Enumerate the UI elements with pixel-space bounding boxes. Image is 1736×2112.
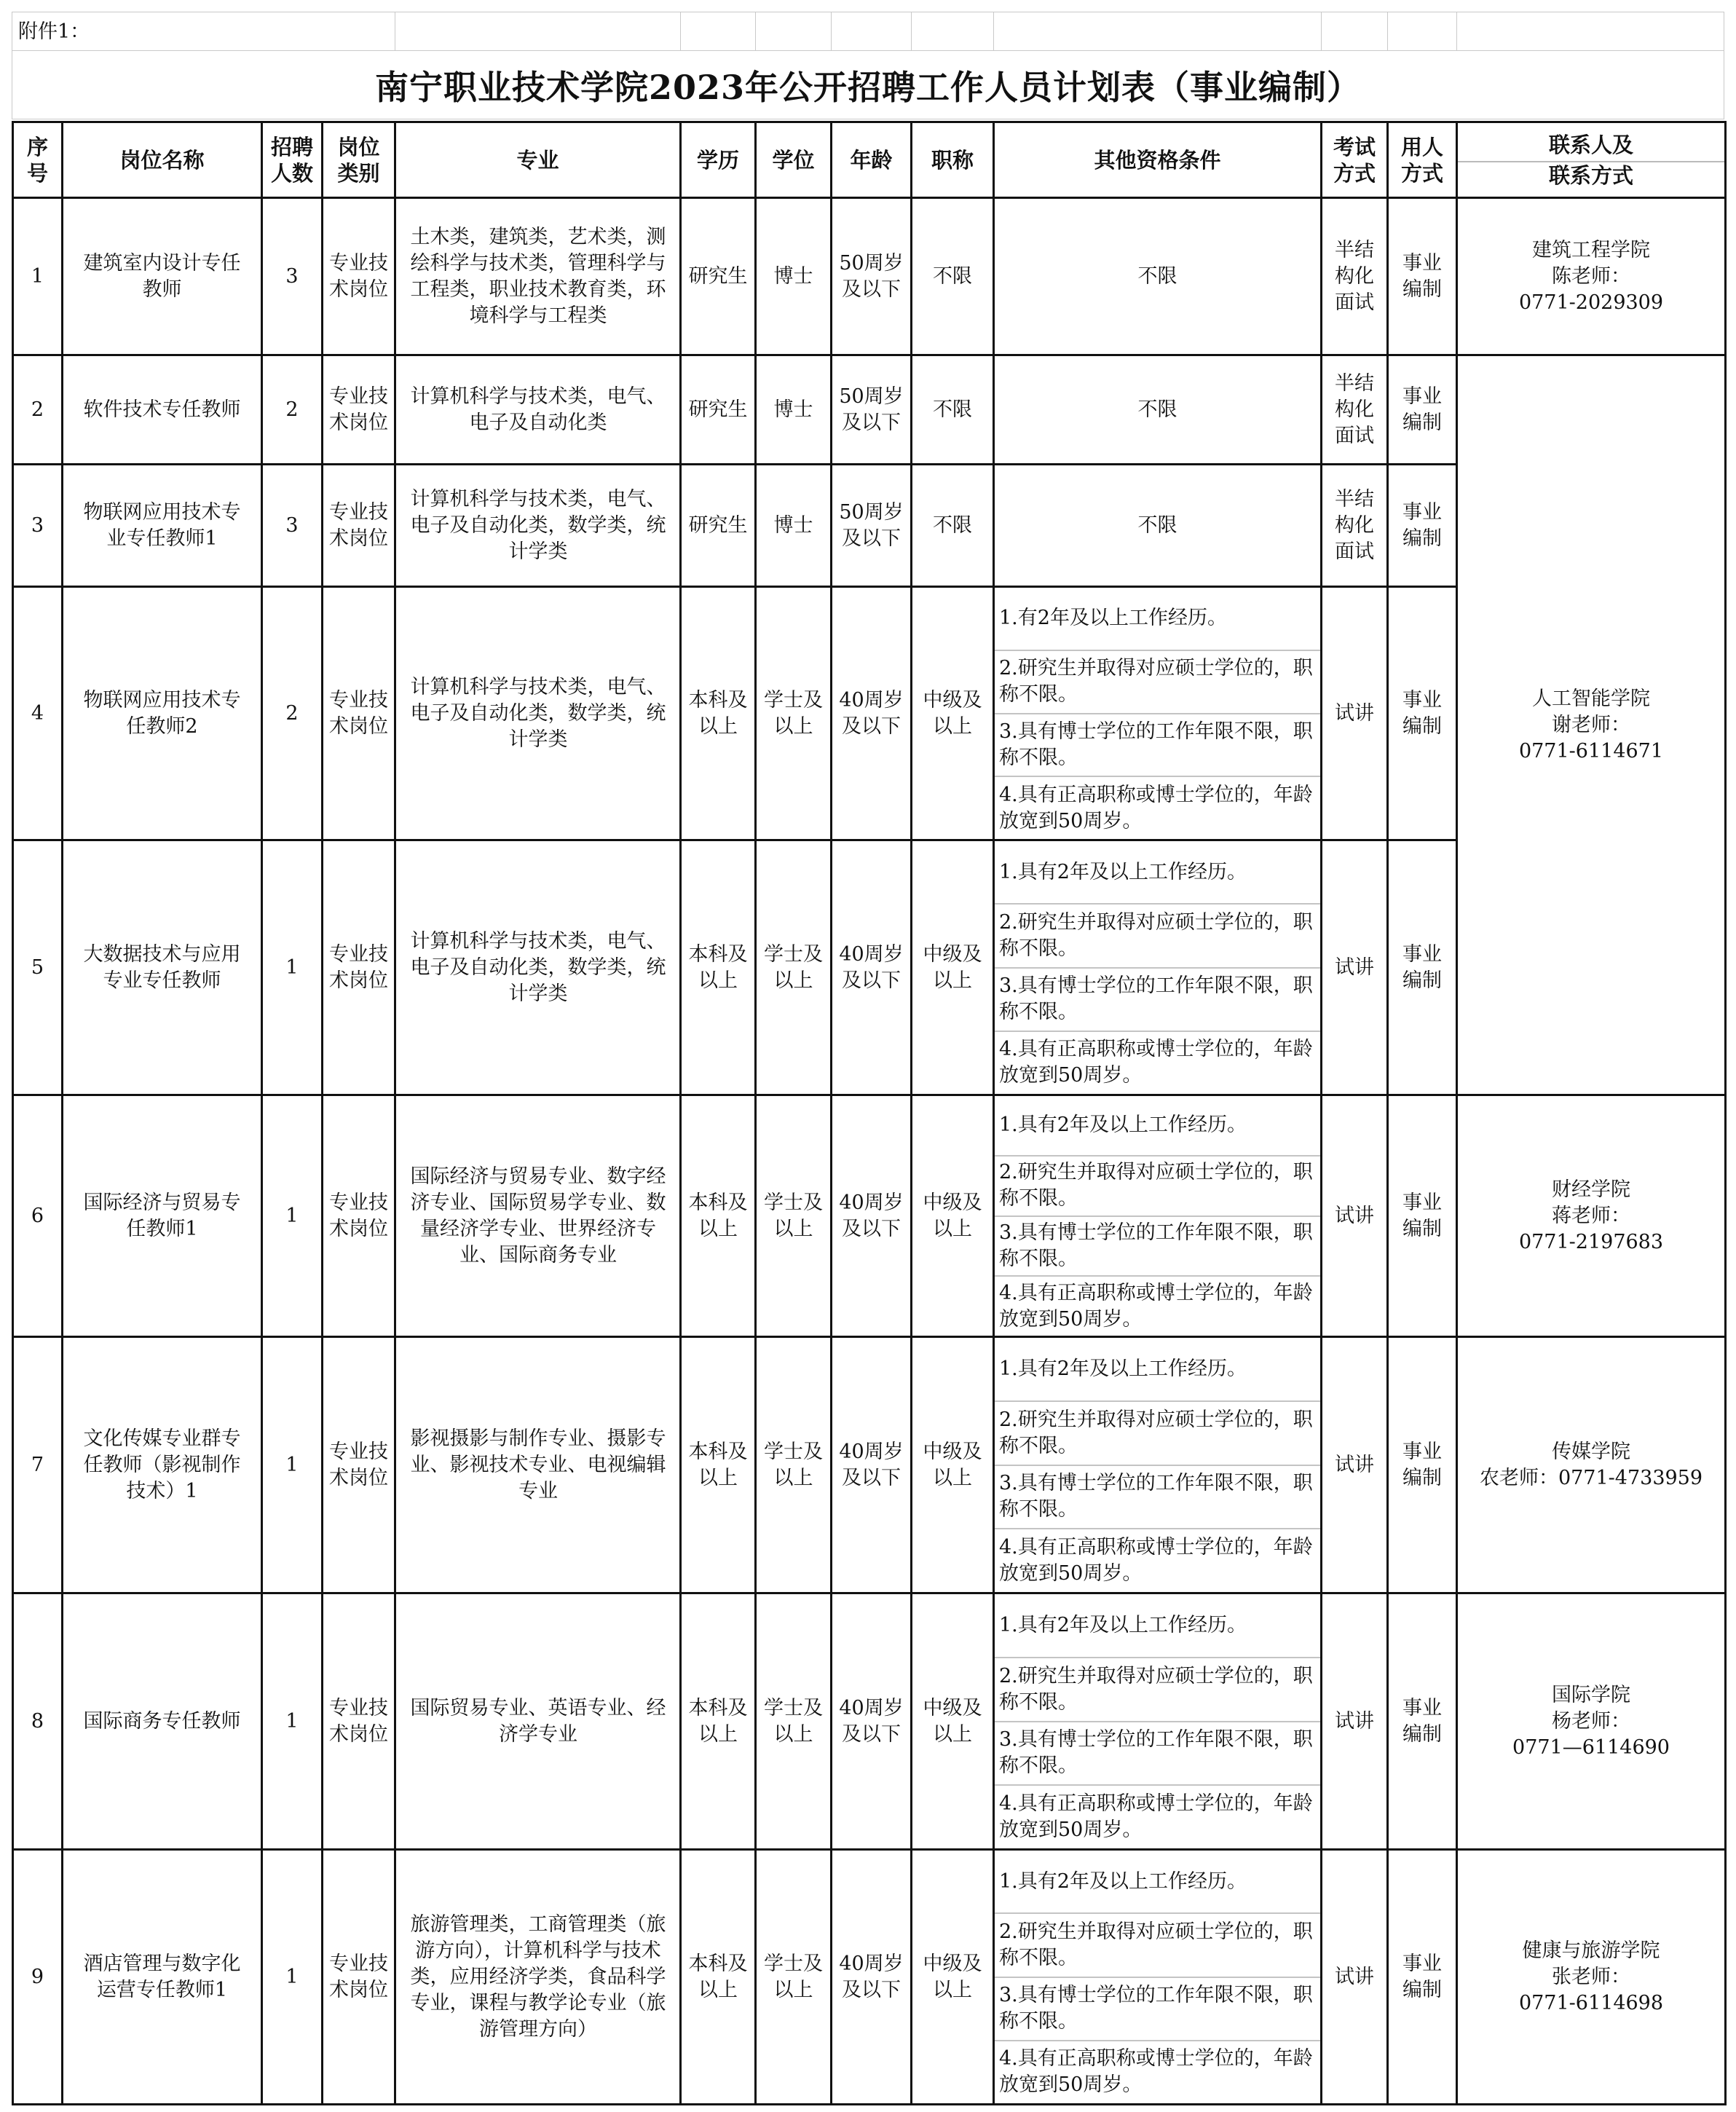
cell-major: [395, 840, 681, 1095]
cell-exam-text: 试讲: [1335, 1709, 1374, 1733]
cell-major-text: 计算机科学与技术类，电气、电子及自动化类: [410, 385, 666, 434]
cell-exam: [1322, 587, 1388, 840]
cell-no: [13, 1850, 63, 2105]
contact-phone: 0771-2029309: [1518, 291, 1664, 314]
cell-age-text: 40周岁及以下: [839, 1952, 904, 2001]
cell-degree-text: 学士及以上: [764, 1952, 823, 2001]
contact-phone: 0771-6114698: [1518, 1991, 1664, 2014]
cell-post-text: 文化传媒专业群专任教师（影视制作技术）1: [83, 1427, 241, 1502]
cell-exam: [1322, 355, 1388, 465]
cell-contact: [1457, 355, 1726, 1095]
cell-education: [681, 1337, 756, 1593]
cell-type-text: 专业技术岗位: [329, 688, 388, 738]
cell-title-rank: [912, 1337, 994, 1593]
header-employ: 用人方式: [1388, 122, 1457, 198]
header-title-rank: 职称: [912, 122, 994, 198]
cell-title-rank: [912, 355, 994, 465]
cell-education-text: 本科及以上: [688, 942, 748, 992]
cell-no: [13, 355, 63, 465]
contact-person: 张老师：: [1552, 1965, 1630, 1988]
condition-item: 1.有2年及以上工作经历。: [995, 588, 1320, 651]
cell-degree-text: 博士: [773, 398, 813, 421]
cell-exam: [1322, 1593, 1388, 1850]
cell-conditions: [994, 1593, 1322, 1850]
cell-employ: [1388, 840, 1457, 1095]
header-education: 学历: [681, 122, 756, 198]
cell-employ: [1388, 355, 1457, 465]
cell-no-text: 7: [31, 1453, 44, 1476]
condition-item: 3.具有博士学位的工作年限不限，职称不限。: [995, 1722, 1320, 1786]
cell-title-rank: [912, 1095, 994, 1337]
cell-exam: [1322, 840, 1388, 1095]
cell-title-rank-text: 中级及以上: [923, 688, 982, 738]
header-degree: 学位: [756, 122, 832, 198]
cell-education: [681, 1095, 756, 1337]
cell-age-text: 40周岁及以下: [839, 1440, 904, 1489]
cell-count-text: 1: [285, 1453, 299, 1476]
cell-type-text: 专业技术岗位: [329, 385, 388, 434]
contact-dept: 国际学院: [1552, 1683, 1630, 1706]
cell-major-text: 国际经济与贸易专业、数字经济专业、国际贸易学专业、数量经济学专业、世界经济专业、国际商务专业: [410, 1165, 666, 1266]
header-contact-line2: 联系方式: [1548, 162, 1633, 188]
header-conditions: 其他资格条件: [994, 122, 1322, 198]
cell-post-text: 建筑室内设计专任教师: [83, 251, 241, 301]
cell-major-text: 国际贸易专业、英语专业、经济学专业: [410, 1696, 666, 1746]
cell-count-text: 1: [285, 955, 299, 979]
condition-item: 2.研究生并取得对应硕士学位的，职称不限。: [995, 1914, 1320, 1977]
header-count: 招聘人数: [262, 122, 323, 198]
cell-type-text: 专业技术岗位: [329, 1952, 388, 2001]
cell-conditions: [994, 1337, 1322, 1593]
table-row: [13, 355, 1726, 465]
cell-education-text: 本科及以上: [688, 1191, 748, 1240]
condition-item: 4.具有正高职称或博士学位的，年龄放宽到50周岁。: [999, 1536, 1313, 1585]
cell-employ-text: 事业编制: [1402, 942, 1442, 992]
page-title: 南宁职业技术学院2023年公开招聘工作人员计划表（事业编制）: [374, 67, 1362, 107]
cell-post-text: 物联网应用技术专业专任教师1: [83, 500, 241, 550]
table-row: [13, 1337, 1726, 1593]
cell-age: [832, 355, 912, 465]
cell-contact: [1457, 1095, 1726, 1337]
condition-item: 1.具有2年及以上工作经历。: [995, 841, 1320, 905]
cell-count: [262, 1337, 323, 1593]
cell-exam: [1322, 465, 1388, 587]
cell-contact: [1457, 1593, 1726, 1850]
cell-no-text: 8: [31, 1709, 44, 1733]
cell-degree-text: 学士及以上: [764, 942, 823, 992]
cell-count-text: 3: [285, 513, 299, 537]
cell-degree: [756, 1095, 832, 1337]
cell-degree: [756, 1337, 832, 1593]
condition-item: 3.具有博士学位的工作年限不限，职称不限。: [995, 1466, 1320, 1530]
cell-title-rank-text: 中级及以上: [923, 942, 982, 992]
cell-major: [395, 355, 681, 465]
cell-conditions: [994, 1095, 1322, 1337]
cell-education-text: 本科及以上: [688, 1440, 748, 1489]
condition-item: 4.具有正高职称或博士学位的，年龄放宽到50周岁。: [999, 2047, 1313, 2097]
cell-major: [395, 198, 681, 355]
cell-employ: [1388, 198, 1457, 355]
cell-education: [681, 198, 756, 355]
cell-no-text: 4: [31, 701, 44, 725]
cell-conditions: [994, 355, 1322, 465]
header-post: 岗位名称: [63, 122, 262, 198]
cell-age-text: 40周岁及以下: [839, 1696, 904, 1746]
header-major: 专业: [395, 122, 681, 198]
header-age: 年龄: [832, 122, 912, 198]
cell-employ: [1388, 1593, 1457, 1850]
cell-education-text: 本科及以上: [688, 1696, 748, 1746]
condition-item: 1.具有2年及以上工作经历。: [995, 1096, 1320, 1157]
cell-exam-text: 半结构化面试: [1335, 487, 1374, 563]
cell-title-rank-text: 不限: [933, 264, 972, 288]
cell-count: [262, 1593, 323, 1850]
header-type: 岗位类别: [323, 122, 395, 198]
cell-count: [262, 587, 323, 840]
cell-title-rank-text: 不限: [933, 398, 972, 421]
cell-post-text: 大数据技术与应用专业专任教师: [83, 942, 241, 992]
condition-item: 3.具有博士学位的工作年限不限，职称不限。: [995, 1217, 1320, 1277]
cell-major-text: 计算机科学与技术类，电气、电子及自动化类，数学类，统计学类: [410, 487, 666, 563]
cell-major-text: 影视摄影与制作专业、摄影专业、影视技术专业、电视编辑专业: [410, 1427, 666, 1502]
cell-contact: [1457, 1337, 1726, 1593]
contact-phone: 0771—6114690: [1512, 1735, 1670, 1759]
header-contact: [1457, 122, 1726, 198]
cell-exam-text: 试讲: [1335, 1453, 1374, 1476]
cell-count: [262, 465, 323, 587]
condition-item: 4.具有正高职称或博士学位的，年龄放宽到50周岁。: [999, 783, 1313, 832]
cell-degree-text: 学士及以上: [764, 1191, 823, 1240]
condition-item: 4.具有正高职称或博士学位的，年龄放宽到50周岁。: [999, 1792, 1313, 1842]
cell-degree: [756, 355, 832, 465]
cell-age: [832, 198, 912, 355]
cell-count-text: 1: [285, 1204, 299, 1227]
cell-type-text: 专业技术岗位: [329, 1440, 388, 1489]
cell-post: [63, 587, 262, 840]
cell-type-text: 专业技术岗位: [329, 500, 388, 550]
cell-title-rank-text: 中级及以上: [923, 1440, 982, 1489]
cell-title-rank: [912, 1593, 994, 1850]
contact-dept: 人工智能学院: [1532, 687, 1650, 710]
cell-age-text: 40周岁及以下: [839, 942, 904, 992]
cell-post: [63, 355, 262, 465]
recruitment-table: [12, 121, 1727, 2105]
table-row: [13, 1095, 1726, 1337]
contact-dept: 传媒学院: [1552, 1440, 1630, 1463]
cell-education: [681, 840, 756, 1095]
cell-degree: [756, 1850, 832, 2105]
cell-degree: [756, 198, 832, 355]
annex-label: 附件1：: [18, 20, 90, 43]
cell-exam-text: 试讲: [1335, 955, 1374, 979]
cell-no: [13, 840, 63, 1095]
annex-row: [12, 12, 1724, 51]
cell-major-text: 旅游管理类，工商管理类（旅游方向），计算机科学与技术类，应用经济学类，食品科学专业，课程与教学论专业（旅游管理方向）: [410, 1912, 666, 2041]
cell-title-rank: [912, 465, 994, 587]
cell-age: [832, 1095, 912, 1337]
condition-item: 4.具有正高职称或博士学位的，年龄放宽到50周岁。: [999, 1038, 1313, 1087]
condition-item: 2.研究生并取得对应硕士学位的，职称不限。: [995, 905, 1320, 968]
cell-degree-text: 学士及以上: [764, 1696, 823, 1746]
cell-education-text: 本科及以上: [688, 1952, 748, 2001]
cell-no-text: 6: [31, 1204, 44, 1227]
cell-no-text: 3: [31, 513, 44, 537]
cell-post-text: 物联网应用技术专任教师2: [83, 688, 241, 738]
cell-count: [262, 1850, 323, 2105]
cell-type: [323, 1593, 395, 1850]
condition-item: 3.具有博士学位的工作年限不限，职称不限。: [995, 969, 1320, 1032]
cell-employ-text: 事业编制: [1402, 1440, 1442, 1489]
table-row: [13, 198, 1726, 355]
cell-employ-text: 事业编制: [1402, 1191, 1442, 1240]
cell-employ-text: 事业编制: [1402, 1696, 1442, 1746]
cell-conditions: [994, 1850, 1322, 2105]
cell-post: [63, 198, 262, 355]
cell-major-text: 计算机科学与技术类，电气、电子及自动化类，数学类，统计学类: [410, 675, 666, 751]
condition-item: 3.具有博士学位的工作年限不限，职称不限。: [995, 714, 1320, 778]
condition-item: 1.具有2年及以上工作经历。: [995, 1594, 1320, 1658]
header-no: 序号: [13, 122, 63, 198]
cell-degree-text: 博士: [773, 264, 813, 288]
cell-type: [323, 465, 395, 587]
condition-item: 4.具有正高职称或博士学位的，年龄放宽到50周岁。: [999, 1281, 1313, 1331]
cell-age-text: 50周岁及以下: [839, 500, 904, 550]
cell-major: [395, 1593, 681, 1850]
cell-no: [13, 587, 63, 840]
contact-phone: 0771-2197683: [1518, 1230, 1664, 1253]
cell-count: [262, 1095, 323, 1337]
cell-major: [395, 1095, 681, 1337]
contact-person: 谢老师：: [1552, 713, 1630, 736]
cell-type: [323, 355, 395, 465]
contact-person: 蒋老师：: [1552, 1204, 1630, 1227]
cell-employ: [1388, 1850, 1457, 2105]
cell-type: [323, 840, 395, 1095]
cell-conditions: [994, 198, 1322, 355]
cell-education-text: 本科及以上: [688, 688, 748, 738]
cell-count-text: 3: [285, 264, 299, 288]
cell-no-text: 5: [31, 955, 44, 979]
cell-education: [681, 465, 756, 587]
cell-age-text: 50周岁及以下: [839, 385, 904, 434]
cell-exam-text: 半结构化面试: [1335, 371, 1374, 447]
cell-title-rank: [912, 587, 994, 840]
cell-type-text: 专业技术岗位: [329, 1696, 388, 1746]
cell-degree-text: 博士: [773, 513, 813, 537]
cell-degree-text: 学士及以上: [764, 1440, 823, 1489]
cell-post: [63, 1593, 262, 1850]
cell-major-text: 土木类，建筑类，艺术类，测绘科学与技术类，管理科学与工程类，职业技术教育类，环境科学与工程类: [410, 225, 666, 327]
cell-degree: [756, 587, 832, 840]
cell-exam-text: 试讲: [1335, 1965, 1374, 1988]
cell-age-text: 40周岁及以下: [839, 1191, 904, 1240]
cell-employ-text: 事业编制: [1402, 1952, 1442, 2001]
cell-post-text: 国际经济与贸易专任教师1: [83, 1191, 241, 1240]
cell-count: [262, 840, 323, 1095]
cell-title-rank: [912, 198, 994, 355]
condition-item: 1.具有2年及以上工作经历。: [995, 1338, 1320, 1402]
cell-degree-text: 学士及以上: [764, 688, 823, 738]
cell-degree: [756, 465, 832, 587]
header-row: [13, 122, 1726, 198]
cell-type: [323, 1337, 395, 1593]
condition-item: 2.研究生并取得对应硕士学位的，职称不限。: [995, 1157, 1320, 1217]
cell-type: [323, 198, 395, 355]
cell-title-rank: [912, 1850, 994, 2105]
cell-post: [63, 465, 262, 587]
cell-age: [832, 840, 912, 1095]
cell-type-text: 专业技术岗位: [329, 1191, 388, 1240]
cell-no-text: 9: [31, 1965, 44, 1988]
cell-post: [63, 1095, 262, 1337]
cell-exam: [1322, 198, 1388, 355]
cell-conditions: [994, 465, 1322, 587]
cell-count-text: 2: [285, 398, 299, 421]
cell-no: [13, 198, 63, 355]
cell-employ: [1388, 587, 1457, 840]
table-row: [13, 1593, 1726, 1850]
title-bar: [12, 51, 1724, 119]
contact-person: 杨老师：: [1552, 1709, 1630, 1733]
cell-count-text: 1: [285, 1965, 299, 1988]
cell-type-text: 专业技术岗位: [329, 251, 388, 301]
cell-education-text: 研究生: [688, 513, 748, 537]
contact-person: 陈老师：: [1552, 264, 1630, 288]
condition-item: 3.具有博士学位的工作年限不限，职称不限。: [995, 1978, 1320, 2041]
cell-conditions: [994, 587, 1322, 840]
header-exam: 考试方式: [1322, 122, 1388, 198]
cell-exam-text: 试讲: [1335, 701, 1374, 725]
contact-phone: 0771-6114671: [1518, 739, 1664, 763]
cell-education: [681, 1850, 756, 2105]
cell-post: [63, 1337, 262, 1593]
cell-major: [395, 1337, 681, 1593]
cell-type-text: 专业技术岗位: [329, 942, 388, 992]
condition-item: 2.研究生并取得对应硕士学位的，职称不限。: [995, 1658, 1320, 1722]
cell-post: [63, 1850, 262, 2105]
cell-no: [13, 1593, 63, 1850]
cell-count-text: 1: [285, 1709, 299, 1733]
cell-no: [13, 1337, 63, 1593]
cell-title-rank-text: 中级及以上: [923, 1191, 982, 1240]
contact-dept: 财经学院: [1552, 1178, 1630, 1201]
cell-exam: [1322, 1850, 1388, 2105]
cell-title-rank-text: 不限: [933, 513, 972, 537]
cell-post: [63, 840, 262, 1095]
cell-no-text: 2: [31, 398, 44, 421]
contact-person: 农老师：0771-4733959: [1479, 1466, 1703, 1489]
cell-count: [262, 355, 323, 465]
contact-dept: 建筑工程学院: [1532, 238, 1650, 261]
condition-item: 不限: [1137, 264, 1177, 288]
cell-major: [395, 465, 681, 587]
cell-degree: [756, 840, 832, 1095]
cell-education-text: 研究生: [688, 398, 748, 421]
cell-age: [832, 465, 912, 587]
cell-no-text: 1: [31, 264, 44, 288]
cell-no: [13, 1095, 63, 1337]
cell-education: [681, 1593, 756, 1850]
cell-employ-text: 事业编制: [1402, 500, 1442, 550]
cell-age-text: 50周岁及以下: [839, 251, 904, 301]
contact-dept: 健康与旅游学院: [1522, 1939, 1660, 1962]
header-contact-line1: 联系人及: [1458, 132, 1724, 162]
cell-employ-text: 事业编制: [1402, 688, 1442, 738]
table-row: [13, 1850, 1726, 2105]
cell-employ: [1388, 465, 1457, 587]
cell-major: [395, 1850, 681, 2105]
cell-exam-text: 半结构化面试: [1335, 238, 1374, 314]
condition-item: 1.具有2年及以上工作经历。: [995, 1851, 1320, 1914]
cell-major-text: 计算机科学与技术类，电气、电子及自动化类，数学类，统计学类: [410, 929, 666, 1005]
cell-type: [323, 1850, 395, 2105]
cell-title-rank: [912, 840, 994, 1095]
cell-contact: [1457, 198, 1726, 355]
cell-exam: [1322, 1095, 1388, 1337]
cell-education: [681, 587, 756, 840]
cell-degree: [756, 1593, 832, 1850]
cell-age-text: 40周岁及以下: [839, 688, 904, 738]
cell-employ: [1388, 1095, 1457, 1337]
cell-title-rank-text: 中级及以上: [923, 1952, 982, 2001]
cell-education-text: 研究生: [688, 264, 748, 288]
cell-employ: [1388, 1337, 1457, 1593]
cell-contact: [1457, 1850, 1726, 2105]
cell-major: [395, 587, 681, 840]
cell-age: [832, 1850, 912, 2105]
cell-post-text: 软件技术专任教师: [83, 398, 241, 421]
condition-item: 不限: [1137, 513, 1177, 537]
cell-employ-text: 事业编制: [1402, 251, 1442, 301]
cell-post-text: 酒店管理与数字化运营专任教师1: [83, 1952, 241, 2001]
cell-no: [13, 465, 63, 587]
cell-education: [681, 355, 756, 465]
cell-exam-text: 试讲: [1335, 1204, 1374, 1227]
cell-age: [832, 1337, 912, 1593]
cell-type: [323, 1095, 395, 1337]
cell-exam: [1322, 1337, 1388, 1593]
cell-count-text: 2: [285, 701, 299, 725]
cell-employ-text: 事业编制: [1402, 385, 1442, 434]
cell-age: [832, 587, 912, 840]
cell-conditions: [994, 840, 1322, 1095]
cell-age: [832, 1593, 912, 1850]
condition-item: 2.研究生并取得对应硕士学位的，职称不限。: [995, 651, 1320, 714]
cell-title-rank-text: 中级及以上: [923, 1696, 982, 1746]
condition-item: 2.研究生并取得对应硕士学位的，职称不限。: [995, 1402, 1320, 1466]
cell-count: [262, 198, 323, 355]
condition-item: 不限: [1137, 398, 1177, 421]
cell-post-text: 国际商务专任教师: [83, 1709, 241, 1733]
cell-type: [323, 587, 395, 840]
